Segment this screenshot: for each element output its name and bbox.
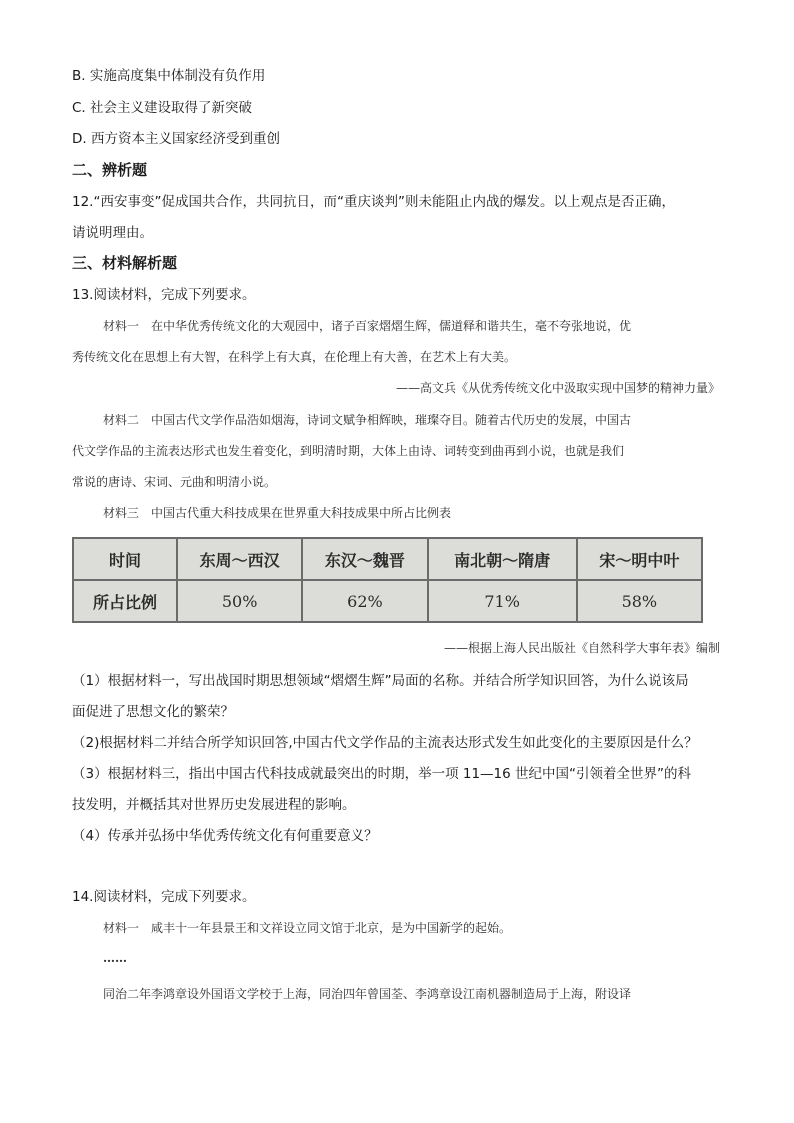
- table-header-time: 时间: [73, 538, 177, 580]
- material2-line2: 代文学作品的主流表达形式也发生着变化，到明清时期，大体上由诗、词转变到曲再到小说，也就是我们: [72, 444, 625, 458]
- material1-line1: 材料一 在中华优秀传统文化的大观园中，诸子百家熠熠生辉，儒道释和谐共生，毫不夸张地说，优: [103, 319, 632, 333]
- q14-material1-line1: 材料一 咸丰十一年县景王和文祥设立同文馆于北京，是为中国新学的起始。: [103, 921, 512, 935]
- sub-question-3-line2: 技发明，并概括其对世界历史发展进程的影响。: [72, 797, 356, 813]
- section-title-material: 三、材料解析题: [72, 254, 178, 272]
- option-c: C. 社会主义建设取得了新突破: [72, 100, 253, 116]
- q14-material1-line3: 同治二年李鸿章设外国语文学校于上海，同治四年曾国荃、李鸿章设江南机器制造局于上海，附设译: [103, 987, 632, 1001]
- tech-ratio-table-photo: [72, 537, 703, 623]
- sub-question-1-line2: 面促进了思想文化的繁荣？: [72, 704, 234, 720]
- question-12-line1: 12.“西安事变”促成国共合作，共同抗日，而“重庆谈判”则未能阻止内战的爆发。以上观点是否正确，: [72, 194, 675, 210]
- material3-title: 材料三 中国古代重大科技成果在世界重大科技成果中所占比例表: [103, 506, 452, 520]
- table-period: 东周～西汉: [177, 538, 302, 580]
- section-title-analysis: 二、辨析题: [72, 161, 148, 179]
- table-period: 东汉～魏晋: [302, 538, 427, 580]
- material1-source: ——高文兵《从优秀传统文化中汲取实现中国梦的精神力量》: [395, 381, 720, 395]
- table-value: 71%: [428, 580, 577, 622]
- material3-source: ——根据上海人民出版社《自然科学大事年表》编制: [443, 641, 720, 655]
- table-value: 50%: [177, 580, 302, 622]
- table-value: 62%: [302, 580, 427, 622]
- material1-line2: 秀传统文化在思想上有大智，在科学上有大真，在伦理上有大善，在艺术上有大美。: [72, 350, 517, 364]
- table-period: 宋～明中叶: [577, 538, 702, 580]
- question-13-intro: 13.阅读材料，完成下列要求。: [72, 287, 256, 303]
- table-value: 58%: [577, 580, 702, 622]
- q14-ellipsis: ……: [103, 951, 127, 965]
- option-b: B. 实施高度集中体制没有负作用: [72, 68, 266, 84]
- question-12-line2: 请说明理由。: [72, 225, 153, 241]
- table-period: 南北朝～隋唐: [428, 538, 577, 580]
- material2-line3: 常说的唐诗、宋词、元曲和明清小说。: [72, 475, 277, 489]
- sub-question-4: （4）传承并弘扬中华优秀传统文化有何重要意义？: [72, 828, 378, 844]
- material2-line1: 材料二 中国古代文学作品浩如烟海，诗词文赋争相辉映，璀璨夺目。随着古代历史的发展，中国古: [103, 413, 632, 427]
- question-14-intro: 14.阅读材料，完成下列要求。: [72, 889, 256, 905]
- table-row: [73, 538, 702, 580]
- option-d: D. 西方资本主义国家经济受到重创: [72, 131, 280, 147]
- sub-question-1-line1: （1）根据材料一，写出战国时期思想领域“熠熠生辉”局面的名称。并结合所学知识回答，为什么说该局: [72, 673, 689, 689]
- sub-question-2: （2)根据材料二并结合所学知识回答,中国古代文学作品的主流表达形式发生如此变化的主要原因是什么？: [72, 735, 698, 751]
- table-row: [73, 580, 702, 622]
- sub-question-3-line1: （3）根据材料三，指出中国古代科技成就最突出的时期，举一项 11—16 世纪中国“引领着全世界”的科: [72, 766, 692, 782]
- table-header-ratio: 所占比例: [73, 580, 177, 622]
- tech-ratio-table: [72, 537, 703, 623]
